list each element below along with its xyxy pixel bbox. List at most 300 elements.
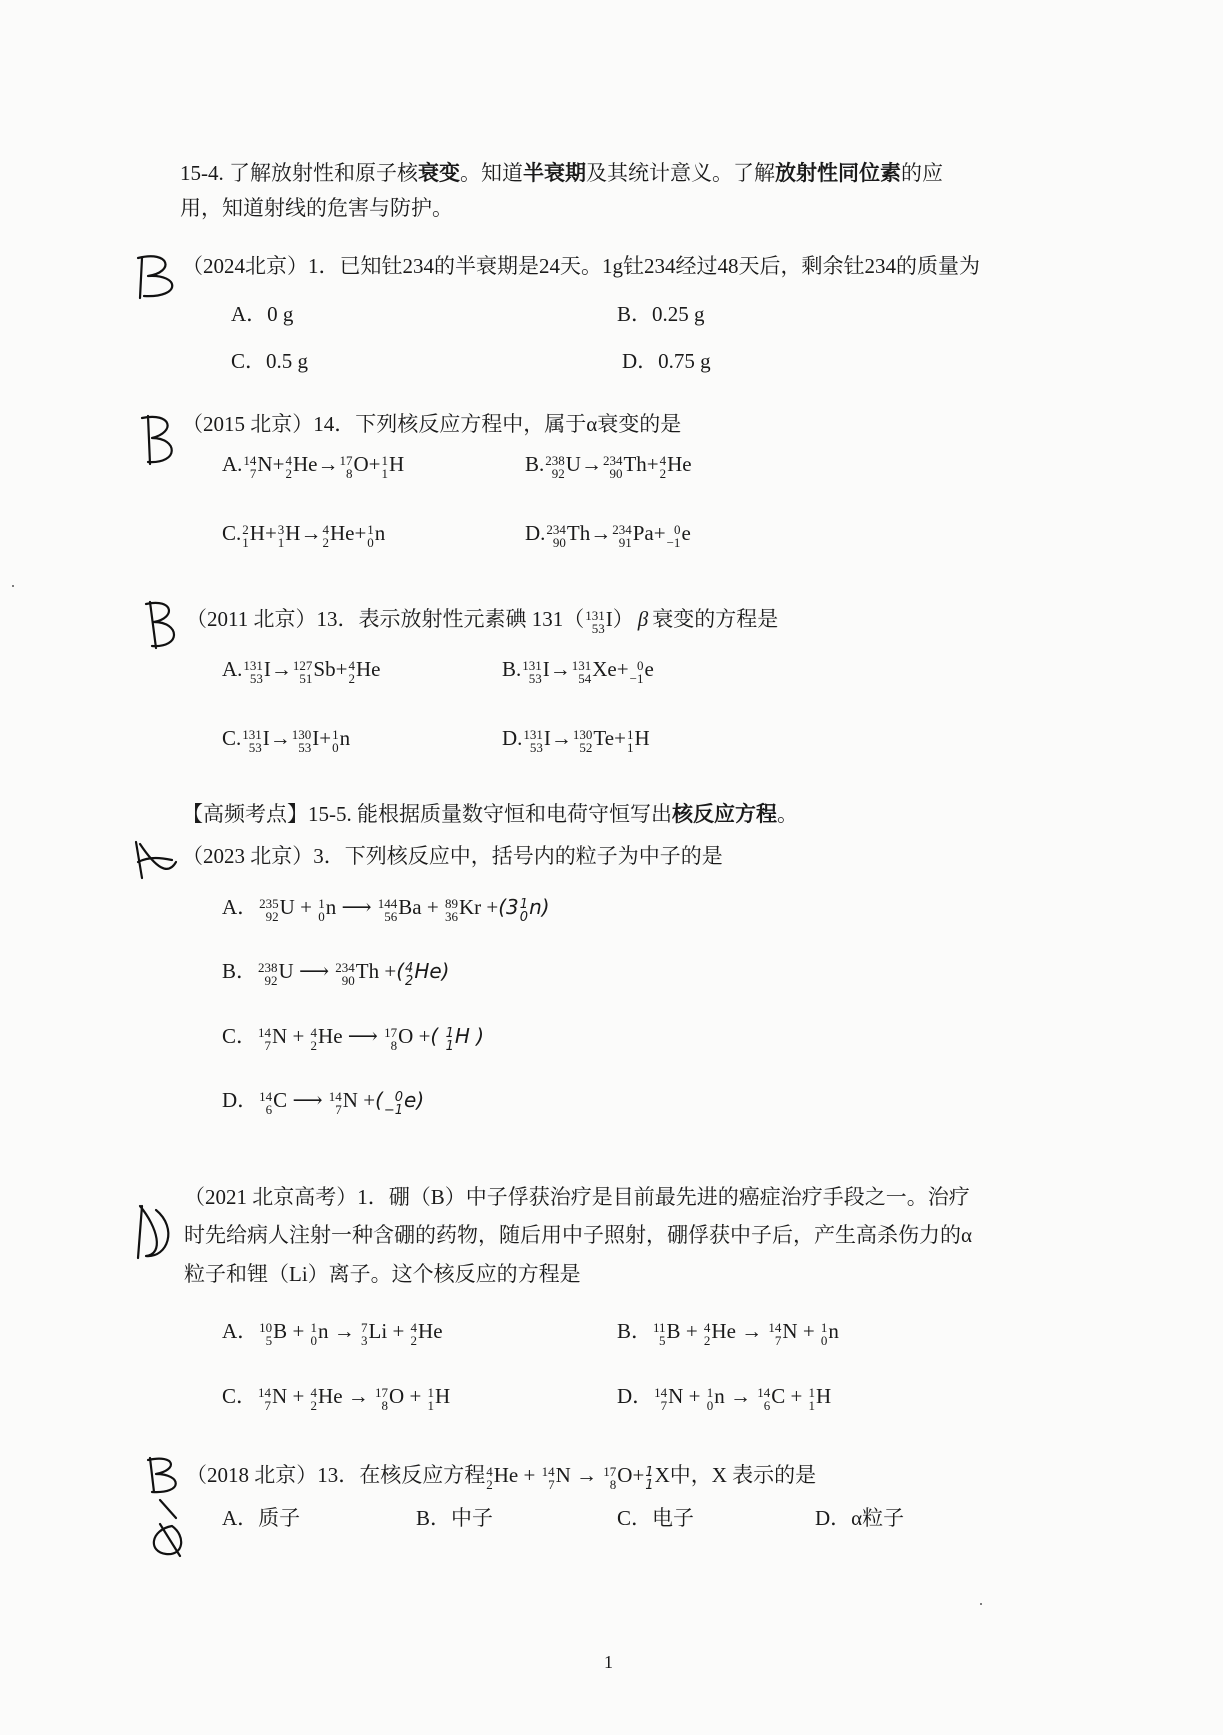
mass-number: 234 [335, 960, 355, 975]
q6-option-c: C．电子 [617, 1506, 695, 1530]
nuclide [242, 728, 262, 754]
handwritten-answer-q4 [128, 838, 183, 883]
arrow: → [549, 657, 571, 681]
plus-sign: + [292, 1319, 305, 1343]
nuclide [259, 1090, 272, 1116]
nuclide [630, 659, 644, 685]
q2-stem: （2015 北京）14．下列核反应方程中，属于α衰变的是 [182, 412, 682, 436]
section-15-5 [182, 799, 798, 829]
mass-number: 238 [258, 960, 278, 975]
page-number: 1 [604, 1652, 613, 1672]
element-symbol: C [771, 1384, 786, 1408]
q6-option-b: B．中子 [416, 1506, 494, 1530]
mass-number: 14 [541, 1464, 555, 1479]
mass-number: 1 [427, 1385, 435, 1400]
arrow: ⟶ [347, 1024, 378, 1048]
arrow: ⟶ [292, 1088, 323, 1112]
mass-number: 4 [659, 453, 667, 468]
element-symbol: I [312, 726, 320, 750]
mass-number: 1 [706, 1385, 714, 1400]
element-symbol: Kr [458, 895, 482, 919]
mass-number: 14 [259, 1089, 273, 1104]
mass-number: 1 [645, 1465, 654, 1480]
paren: ) [476, 1024, 485, 1048]
scan-speck [980, 1603, 982, 1605]
element-symbol: He [355, 657, 381, 681]
element-symbol: Li [368, 1319, 388, 1343]
mass-number: 0 [673, 522, 681, 537]
plus-sign: + [523, 1463, 536, 1487]
element-symbol: Th [623, 452, 647, 476]
option-label: B． [222, 959, 258, 983]
atomic-number: 2 [322, 535, 329, 550]
atomic-number: 0 [706, 1398, 714, 1413]
atomic-number: 8 [345, 466, 353, 481]
atomic-number: 2 [348, 671, 355, 686]
atomic-number: 8 [390, 1038, 398, 1053]
q6-option-d: D．α粒子 [815, 1506, 905, 1530]
element-symbol: He [292, 452, 318, 476]
atomic-number: 56 [384, 909, 398, 924]
atomic-number: 2 [410, 1333, 418, 1348]
handwritten-fill-q4d [375, 1088, 425, 1118]
section-text: 【高频考点】15-5. 能根据质量数守恒和电荷守恒写出 [182, 802, 672, 826]
mass-number: 234 [602, 453, 623, 468]
q4-option-d [222, 1085, 424, 1117]
keyword-isotope: 放射性同位素 [775, 161, 901, 185]
mass-number: 0 [394, 1090, 404, 1105]
q5-option-c [222, 1381, 450, 1412]
paren: ) [541, 895, 550, 919]
mass-number: 4 [410, 1320, 418, 1335]
element-symbol: N [272, 1384, 288, 1408]
mass-number: 1 [332, 727, 339, 742]
nuclide [546, 523, 566, 549]
element-symbol: n [374, 521, 386, 545]
mass-number: 4 [322, 522, 329, 537]
section-text: 及其统计意义。了解 [586, 161, 775, 185]
element-symbol: He [493, 1463, 519, 1487]
mass-number: 1 [820, 1320, 828, 1335]
atomic-number: 6 [763, 1398, 771, 1413]
paren: ( [498, 895, 507, 919]
arrow: ⟶ [341, 895, 372, 919]
mass-number: 1 [310, 1320, 318, 1335]
atomic-number: 0 [318, 909, 325, 924]
element-symbol: e [681, 521, 691, 545]
q1-option-c: C．0.5 g [231, 349, 309, 373]
element-symbol: I [605, 607, 613, 631]
plus-sign: + [292, 1024, 305, 1048]
mass-number: 14 [768, 1320, 782, 1335]
plus-sign: + [292, 1384, 305, 1408]
atomic-number: 91 [618, 535, 632, 550]
atomic-number: 3 [361, 1333, 368, 1348]
mass-number: 1 [367, 522, 374, 537]
nuclide [367, 523, 374, 549]
atomic-number: 0 [332, 740, 339, 755]
nuclide [768, 1321, 781, 1347]
element-symbol: H [634, 726, 650, 750]
atomic-number: 53 [298, 740, 312, 755]
atomic-number: 7 [264, 1038, 272, 1053]
nuclide [259, 1321, 272, 1347]
mass-number: 1 [626, 727, 634, 742]
element-symbol: n [325, 895, 337, 919]
q3-stem [186, 604, 778, 635]
atomic-number: 1 [445, 1039, 454, 1054]
q2-option-d [525, 518, 691, 549]
atomic-number: 90 [609, 466, 623, 481]
mass-number: 127 [292, 658, 313, 673]
mass-number: 234 [612, 522, 632, 537]
atomic-number: 36 [444, 909, 458, 924]
mass-number: 14 [258, 1025, 272, 1040]
atomic-number: 2 [310, 1398, 318, 1413]
particle-symbol: H [454, 1024, 470, 1048]
element-symbol: U [279, 895, 295, 919]
keyword-half-life: 半衰期 [523, 161, 586, 185]
q6-stem [186, 1460, 816, 1492]
mass-number: 4 [486, 1464, 493, 1479]
nuclide [627, 728, 634, 754]
atomic-number: 2 [703, 1333, 711, 1348]
q5-option-a [222, 1316, 443, 1347]
nuclide [278, 523, 285, 549]
element-symbol: n [339, 726, 351, 750]
arrow: → [269, 726, 291, 750]
handwritten-answer-q2 [136, 410, 186, 470]
plus-sign: + [272, 452, 285, 476]
arrow: → [590, 521, 612, 545]
element-symbol: H [435, 1384, 451, 1408]
element-symbol: Ba [398, 895, 422, 919]
element-symbol: He [418, 1319, 443, 1343]
plus-sign: + [363, 1088, 376, 1112]
arrow: ⟶ [298, 959, 330, 983]
element-symbol: H [249, 521, 265, 545]
arrow: → [729, 1384, 751, 1408]
element-symbol: I [263, 657, 271, 681]
plus-sign: + [426, 895, 439, 919]
option-label: B. [502, 657, 522, 681]
element-symbol: Te [593, 726, 615, 750]
atomic-number: 8 [609, 1477, 617, 1492]
mass-number: 1 [381, 453, 388, 468]
paren: ( [396, 959, 405, 983]
plus-sign: + [685, 1319, 698, 1343]
atomic-number: 53 [528, 671, 542, 686]
q6-stem-text: （2018 北京）13．在核反应方程 [186, 1463, 486, 1487]
option-label: D． [222, 1088, 259, 1112]
nuclide [322, 523, 329, 549]
atomic-number: 6 [265, 1102, 273, 1117]
element-symbol: C [273, 1088, 288, 1112]
section-15-4-line2: 用，知道射线的危害与防护。 [180, 196, 453, 220]
nuclide [259, 897, 279, 923]
mass-number: 4 [703, 1320, 711, 1335]
nuclide [292, 728, 312, 754]
atomic-number: 2 [659, 466, 667, 481]
element-symbol: O [389, 1384, 405, 1408]
plus-sign: + [392, 1319, 405, 1343]
element-symbol: O [398, 1024, 414, 1048]
mass-number: 14 [328, 1089, 342, 1104]
nuclide [311, 1026, 318, 1052]
q1-option-b: B．0.25 g [617, 302, 705, 326]
section-code: 15-4. 了解放射性和原子核 [180, 161, 418, 185]
handwritten-answer-q6 [140, 1452, 192, 1562]
plus-sign: + [409, 1384, 422, 1408]
mass-number: 130 [572, 727, 593, 742]
plus-sign: + [486, 895, 499, 919]
atomic-number: 7 [264, 1398, 272, 1413]
q3-option-c [222, 723, 350, 754]
atomic-number: 5 [265, 1333, 273, 1348]
atomic-number: 90 [341, 973, 355, 988]
option-label: A. [222, 657, 243, 681]
option-label: B. [525, 452, 545, 476]
element-symbol: H [816, 1384, 832, 1408]
plus-sign: + [384, 959, 397, 983]
nuclide [311, 1386, 318, 1412]
nuclide [572, 659, 592, 685]
plus-sign: + [790, 1384, 803, 1408]
option-label: B． [617, 1319, 653, 1343]
atomic-number: 51 [299, 671, 313, 686]
atomic-number: 7 [335, 1102, 342, 1117]
handwritten-answer-q1 [130, 250, 190, 305]
atomic-number: 53 [248, 740, 262, 755]
element-symbol: O [353, 452, 369, 476]
element-symbol: B [273, 1319, 288, 1343]
q3-option-a [222, 654, 380, 685]
paren: ) [416, 1088, 425, 1112]
unknown-particle: X [654, 1463, 670, 1487]
atomic-number: 1 [427, 1398, 435, 1413]
mass-number: 14 [243, 453, 257, 468]
q5-line3: 粒子和锂（Li）离子。这个核反应的方程是 [184, 1262, 581, 1286]
element-symbol: Xe [592, 657, 617, 681]
nuclide [428, 1386, 435, 1412]
nuclide [243, 659, 263, 685]
mass-number: 7 [361, 1320, 368, 1335]
handwritten-fill-q4b [396, 959, 450, 989]
option-label: A． [222, 1319, 259, 1343]
handwritten-fill-q4c [430, 1024, 485, 1054]
option-label: D． [617, 1384, 654, 1408]
section-text: 。 [777, 802, 798, 826]
atomic-number: 54 [578, 671, 592, 686]
mass-number: 144 [377, 896, 398, 911]
q5-option-b [617, 1316, 839, 1347]
atomic-number: 92 [551, 466, 565, 481]
arrow: → [333, 1319, 355, 1343]
mass-number: 14 [258, 1385, 272, 1400]
plus-sign: + [368, 452, 381, 476]
element-symbol: e [644, 657, 654, 681]
q5-line2: 时先给病人注射一种含硼的药物，随后用中子照射，硼俘获中子后，产生高杀伤力的α [184, 1223, 972, 1247]
nuclide [542, 1465, 555, 1491]
handwritten-coefficient: 3 [506, 895, 519, 919]
mass-number: 131 [585, 608, 605, 623]
element-symbol: I [543, 726, 551, 750]
element-symbol: B [666, 1319, 681, 1343]
q1-stem: （2024北京）1．已知钍234的半衰期是24天。1g钍234经过48天后，剩余钍234的质量为 [182, 254, 980, 278]
keyword-decay: 衰变 [418, 161, 460, 185]
atomic-number: 1 [626, 740, 634, 755]
nuclide [242, 523, 249, 549]
nuclide [704, 1321, 711, 1347]
atomic-number: 53 [591, 621, 605, 636]
q6-option-a: A．质子 [222, 1506, 301, 1530]
atomic-number: −1 [666, 535, 681, 550]
element-symbol: He [318, 1384, 343, 1408]
nuclide [612, 523, 632, 549]
keyword-nuclear-equation: 核反应方程 [672, 802, 777, 826]
nuclide [311, 1321, 318, 1347]
atomic-number: 0 [310, 1333, 318, 1348]
q5-option-d [617, 1381, 831, 1412]
q3-option-d [502, 723, 650, 754]
nuclide [585, 609, 605, 635]
nuclide [660, 454, 667, 480]
atomic-number: 7 [774, 1333, 782, 1348]
mass-number: 235 [259, 896, 279, 911]
atomic-number: 1 [381, 466, 388, 481]
q4-stem: （2023 北京）3．下列核反应中，括号内的粒子为中子的是 [182, 844, 723, 868]
nuclide [654, 1386, 667, 1412]
section-15-4-line1 [180, 158, 943, 188]
nuclide [384, 1026, 397, 1052]
atomic-number: 2 [405, 974, 414, 989]
arrow: → [580, 452, 602, 476]
q3-stem-text: （2011 北京）13．表示放射性元素碘 131（ [186, 607, 585, 631]
element-symbol: Sb [313, 657, 336, 681]
nuclide [258, 961, 278, 987]
nuclide [405, 962, 413, 988]
q3-option-b [502, 654, 654, 685]
arrow: → [347, 1384, 369, 1408]
plus-sign: + [335, 657, 348, 681]
plus-sign: + [616, 657, 629, 681]
nuclide [603, 454, 623, 480]
nuclide [809, 1386, 816, 1412]
scan-speck [12, 585, 14, 587]
paren: ( [375, 1088, 383, 1112]
nuclide [285, 454, 292, 480]
option-label: A． [222, 895, 259, 919]
nuclide [381, 454, 388, 480]
mass-number: 1 [519, 897, 529, 912]
element-symbol: n [714, 1384, 725, 1408]
nuclide [545, 454, 565, 480]
mass-number: 14 [654, 1385, 668, 1400]
arrow: → [317, 452, 339, 476]
q4-option-a [222, 892, 550, 924]
option-label: C. [222, 726, 242, 750]
option-label: D. [502, 726, 523, 750]
element-symbol: H [285, 521, 301, 545]
plus-sign: + [646, 452, 659, 476]
handwritten-answer-q5 [128, 1198, 183, 1263]
nuclide [573, 728, 593, 754]
element-symbol: O [617, 1463, 633, 1487]
atomic-number: −1 [383, 1103, 404, 1118]
atomic-number: 90 [552, 535, 566, 550]
mass-number: 17 [339, 453, 353, 468]
element-symbol: N [668, 1384, 684, 1408]
plus-sign: + [632, 1463, 645, 1487]
nuclide [258, 1026, 271, 1052]
element-symbol: Th [566, 521, 591, 545]
plus-sign: + [354, 521, 367, 545]
nuclide [329, 1090, 342, 1116]
element-symbol: U [565, 452, 581, 476]
mass-number: 17 [375, 1385, 389, 1400]
atomic-number: 92 [265, 909, 279, 924]
element-symbol: Th [355, 959, 380, 983]
atomic-number: 2 [285, 466, 292, 481]
nuclide [667, 523, 681, 549]
atomic-number: 2 [486, 1477, 493, 1492]
nuclide [411, 1321, 418, 1347]
element-symbol: n [318, 1319, 329, 1343]
atomic-number: 52 [579, 740, 593, 755]
beta-symbol: β [637, 607, 649, 631]
mass-number: 17 [384, 1025, 398, 1040]
mass-number: 131 [242, 727, 262, 742]
arrow: → [300, 521, 322, 545]
plus-sign: + [802, 1319, 815, 1343]
mass-number: 0 [636, 658, 644, 673]
option-label: C． [222, 1024, 258, 1048]
paren: ( [430, 1024, 439, 1048]
plus-sign: + [653, 521, 666, 545]
arrow: → [576, 1463, 598, 1487]
mass-number: 4 [348, 658, 355, 673]
element-symbol: He [667, 452, 692, 476]
plus-sign: + [264, 521, 277, 545]
particle-symbol: n [529, 895, 542, 919]
element-symbol: I [262, 726, 270, 750]
q2-option-c [222, 518, 385, 549]
q1-option-d: D．0.75 g [622, 349, 711, 373]
plus-sign: + [614, 726, 626, 750]
q3-stem-text: ） [612, 607, 634, 631]
element-symbol: n [828, 1319, 839, 1343]
nuclide [522, 659, 542, 685]
atomic-number: 53 [529, 740, 543, 755]
mass-number: 131 [571, 658, 592, 673]
atomic-number: 7 [249, 466, 257, 481]
atomic-number: −1 [629, 671, 644, 686]
mass-number: 4 [310, 1025, 318, 1040]
arrow: → [741, 1319, 763, 1343]
q4-option-c [222, 1021, 484, 1053]
plus-sign: + [688, 1384, 701, 1408]
atomic-number: 92 [264, 973, 278, 988]
nuclide [707, 1386, 714, 1412]
plus-sign: + [418, 1024, 431, 1048]
arrow: → [550, 726, 572, 750]
mass-number: 131 [523, 727, 543, 742]
mass-number: 1 [445, 1026, 454, 1041]
element-symbol: N [257, 452, 273, 476]
element-symbol: I [542, 657, 550, 681]
atomic-number: 7 [548, 1477, 555, 1492]
nuclide [332, 728, 339, 754]
